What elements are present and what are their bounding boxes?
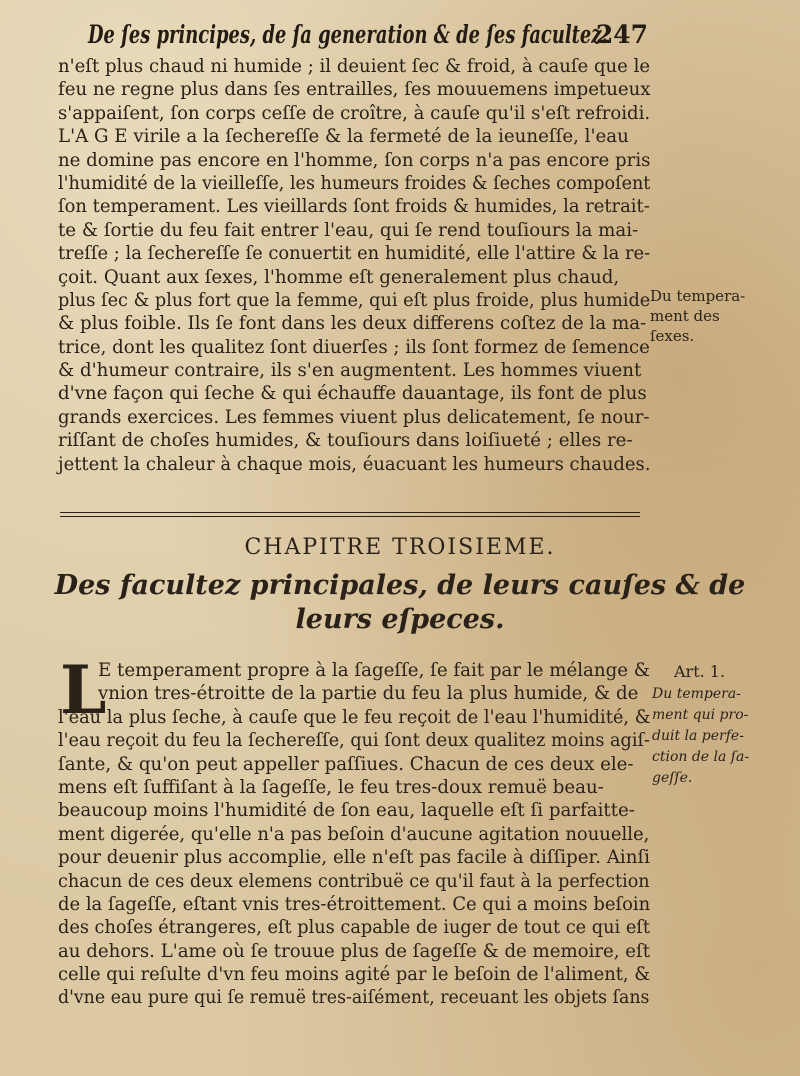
text-line: L'A G E virile a la ſechereſſe & la fermeté de la ieuneſſe, l'eau [58,126,629,148]
text-line: mens eſt ſuffiſant à la ſageſſe, le feu tres-doux remuë beau- [58,776,604,798]
chapter-subtitle-line-2: leurs eſpeces. [295,604,505,635]
text-line: beaucoup moins l'humidité de ſon eau, laquelle eſt ſi parfaitte- [58,800,635,822]
body-text-top [58,55,650,476]
text-line: çoit. Quant aux ſexes, l'homme eſt generalement plus chaud, [58,266,620,288]
text-line: ſante, & qu'on peut appeller paſſiues. Chacun de ces deux ele- [58,753,634,775]
text-line: au dehors. L'ame où ſe trouue plus de ſageſſe & de memoire, eſt [58,940,651,962]
text-line: grands exercices. Les femmes viuent plus delicatement, ſe nour- [58,406,650,428]
text-line: trice, dont les qualitez ſont diuerſes ; ils ſont formez de ſemence [58,336,650,358]
text-line: de la ſageſſe, eſtant vnis tres-étroittement. Ce qui a moins beſoin [58,893,651,915]
text-line: chacun de ces deux elemens contribuë ce qu'il faut à la perfection [58,870,650,892]
margin-note-line: Du temperа- [650,287,746,305]
margin-note-line: ment des [650,307,720,325]
text-line: ſon temperament. Les vieillards ſont froids & humides, la retrait- [58,196,650,218]
body-text-chapter [58,651,651,1010]
margin-note-line: duit la perfe- [652,728,744,744]
text-line: vnion tres-étroitte de la partie du feu la plus humide, & de [98,683,639,705]
text-line: pour deuenir plus accomplie, elle n'eſt pas facile à diſſiper. Ainſi [58,847,650,869]
text-line: riſſant de choſes humides, & touſiours dans loiſiueté ; elles re- [58,430,633,452]
margin-note-line: ſexes. [650,327,695,345]
running-header [88,20,648,58]
drop-cap: L [60,651,107,729]
page-number: 247 [595,20,648,49]
margin-note-sexes [650,286,745,346]
text-line: l'humidité de la vieilleſſe, les humeurs froides & ſeches compoſent [58,172,651,194]
text-line: d'vne eau pure qui ſe remuë tres-aiſément, receuant les objets ſans [58,987,650,1009]
text-line: n'eſt plus chaud ni humide ; il deuient ſec & froid, à cauſe que le [58,56,651,77]
text-line: E temperament propre à la ſageſſe, ſe fait par le mélange & [98,660,650,681]
text-line: feu ne regne plus dans ſes entrailles, ſes mouuemens impetueux [58,79,651,101]
text-line: l'eau la plus ſeche, à cauſe que le feu reçoit de l'eau l'humidité, & [58,706,651,728]
text-line: ment digerée, qu'elle n'a pas beſoin d'aucune agitation nouuelle, [58,823,650,845]
chapter-title: CHAPITRE TROISIEME. [244,535,556,560]
margin-note-temperament [652,684,749,789]
text-line: & d'humeur contraire, ils s'en augmentent. Les hommes viuent [58,360,642,382]
text-line: ne domine pas encore en l'homme, ſon corps n'a pas encore pris [58,149,651,171]
text-line: treſſe ; la ſechereſſe ſe conuertit en humidité, elle l'attire & la re- [58,243,651,265]
text-line: celle qui reſulte d'vn feu moins agité par le beſoin de l'aliment, & [58,964,651,986]
text-line: l'eau reçoit du feu la ſechereſſe, qui ſont deux qualitez moins agiſ- [58,730,650,752]
margin-note-line: geſſe. [652,770,693,786]
margin-note-line: ction de la ſa- [652,749,750,765]
text-line: te & ſortie du feu fait entrer l'eau, qui ſe rend touſiours la mai- [58,219,639,241]
margin-note-line: ment qui pro- [652,707,749,723]
text-line: plus ſec & plus fort que la femme, qui eſt plus froide, plus humide [58,289,651,311]
section-divider [60,512,640,517]
margin-note-line: Du tempera- [652,686,741,702]
margin-article-number: Art. 1. [674,662,726,681]
text-line: s'appaiſent, ſon corps ceſſe de croître, à cauſe qu'il s'eſt refroidi. [58,102,651,124]
running-title: De ſes principes, de ſa generation & de ſes facultez. [88,20,608,49]
chapter-subtitle-line-1: Des facultez principales, de leurs cauſes & de [54,570,746,601]
text-line: jettent la chaleur à chaque mois, éuacuant les humeurs chaudes. [58,453,651,475]
text-line: & plus foible. Ils ſe font dans les deux differens coſtez de la ma- [58,313,647,335]
text-line: des choſes étrangeres, eſt plus capable de iuger de tout ce qui eſt [58,917,650,939]
text-line: d'vne façon qui ſeche & qui échauffe dauantage, ils font de plus [58,383,647,405]
